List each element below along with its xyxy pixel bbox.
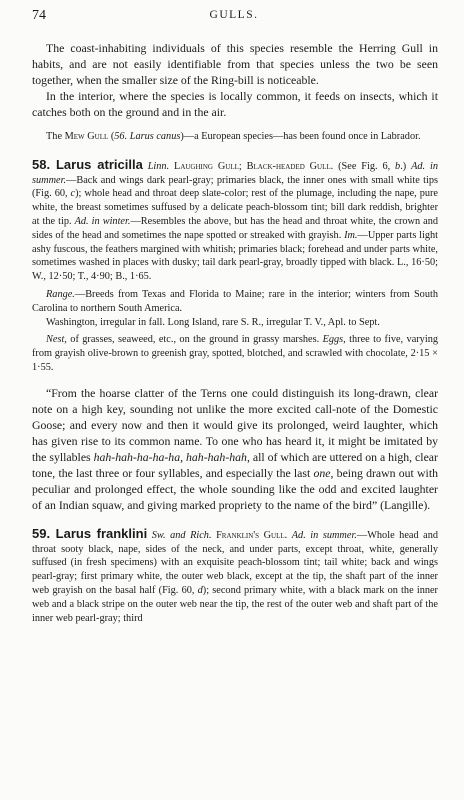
mew-gull-name: Mew Gull [64, 131, 109, 142]
page-number: 74 [32, 8, 46, 23]
species-58-description: 58. Larus atricilla Linn. Laughing Gull; Black-headed Gull. (See Fig. 6, b.) Ad. in summer.—Back and wings dark pearl-gray; primaries black, the inner ones with small white tips (Fig. 60, c); whole head and throat deep slate-color; rest of the plumage, including the nape, pure white, the breast sometimes suffused by a delicate peach-blossom tint; bill dark reddish, brighter at the tip. Ad. in winter.—Resembles the above, but has the head and throat white, the crown and sides of the head and sometimes the nape spotted or streaked with grayish. Im.—Upper parts light ashy fuscous, the feathers margined with whitish; primaries black; forehead and under parts white, sometimes washed in places with dusky; tail dark pearl-gray, broadly tipped with black. L., 16·50; W., 12·50; T., 4·90; B., 1·65. [32, 156, 439, 283]
running-head: GULLS. [209, 9, 259, 21]
species-59-description: 59. Larus franklini Sw. and Rich. Franklin's Gull. Ad. in summer.—Whole head and throat sooty black, nape, sides of the neck, and under parts, except throat, white, generally suffused (in fresh specimens) with an exquisite peach-blossom tint; tail white; back and wings pearl-gray; first primary white, the outer web black, except at the tip, the shaft part of the inner web grayish on the basal half (Fig. 60, d); second primary white, with a black mark on the inner web and a black stripe on the outer web near the tip, the rest of the outer web and shaft part of the inner web pearl-gray; third [32, 525, 439, 624]
species-58-nest-eggs: Nest, of grasses, seaweed, etc., on the ground in grassy marshes. Eggs, three to five, varying from grayish olive-brown to greenish gray, spotted, blotched, and scrawled with chocolate, 2·15 × 1·55. [32, 334, 438, 373]
mew-gull-scientific: 56. Larus canus [114, 131, 181, 142]
species-58-ad-summer-label: Ad. in summer. [32, 160, 438, 186]
species-59-heading: 59. Larus franklini [32, 525, 148, 541]
species-58-immature-label: Im. [344, 229, 358, 241]
species-59-common-name: Franklin's Gull. [216, 529, 288, 541]
mew-gull-note: The Mew Gull (56. Larus canus)—a European species—has been found once in Labrador. [46, 131, 421, 142]
page-body [32, 40, 438, 625]
call-syllables: hah-hah-ha-ha-ha, hah-hah-hah [93, 449, 247, 464]
intro-paragraph-1: The coast-inhabiting individuals of this species resemble the Herring Gull in habits, and are not easily identifiable from that species unless the two be seen together, when the smaller size of the Ring-bill is noticeable. [32, 41, 438, 87]
page-header [32, 8, 436, 26]
intro-paragraph-2: In the interior, where the species is locally common, it feeds on insects, which it catches both on the ground and in the air. [32, 89, 438, 119]
nest-label: Nest, [46, 334, 67, 346]
species-59-ad-summer-label: Ad. in summer. [291, 529, 357, 541]
species-58-heading: 58. Larus atricilla [32, 156, 143, 172]
langille-quote: “From the hoarse clatter of the Terns one could distinguish its long-drawn, clear note on a high key, sounding not unlike the more excited call-note of the Domestic Goose; and every now and then it would give its prolonged, weird laughter, which has given rise to its common name. To one who has heard it, it might be imitated by the syllables hah-hah-ha-ha-ha, hah-hah-hah, all of which are uttered on a high, clear tone, the last three or four syllables, and especially the last one, being drawn out with peculiar and prolonged effect, the whole sounding like the odd and excited laughter of an Indian squaw, and giving marked propriety to the name of the bird” (Langille). [32, 385, 438, 512]
species-58-local-records: Washington, irregular in fall. Long Island, rare S. R., irregular T. V., Apl. to Sept. [46, 316, 380, 328]
species-58-authority: Linn. [147, 160, 170, 172]
species-58-common-names: Laughing Gull; Black-headed Gull. [174, 160, 334, 172]
eggs-label: Eggs, [322, 334, 346, 346]
species-58-range: Range.—Breeds from Texas and Florida to Maine; rare in the interior; winters from South Carolina to northern South America. [32, 288, 438, 314]
species-59-authority: Sw. and Rich. [151, 529, 212, 541]
species-58-ad-winter-label: Ad. in winter. [74, 215, 131, 227]
range-label: Range. [46, 288, 75, 300]
